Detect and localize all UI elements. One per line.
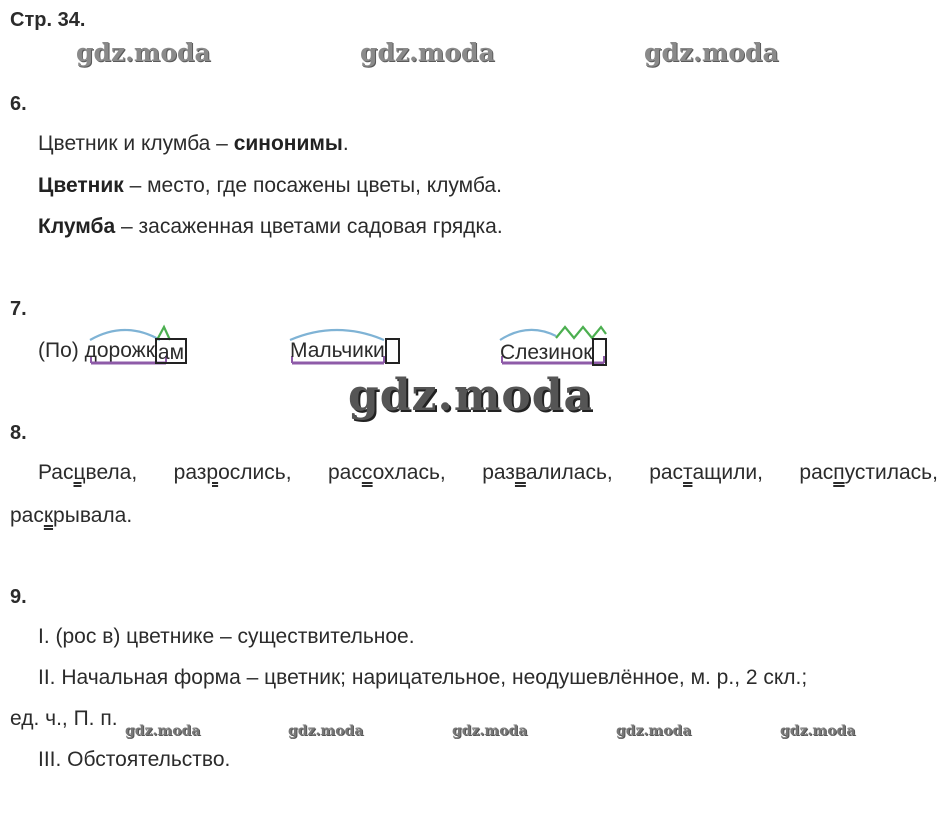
task-9-number: 9. [10,586,27,608]
task-9-line-1: I. (рос в) цветнике – существительное. [38,625,415,648]
watermark: gdz.moda [780,723,856,739]
task-7-word-3: Слезинок [500,338,607,366]
word-item: рассохлась, [327,461,446,484]
watermark: gdz.moda [452,723,528,739]
task-9-line-2: II. Начальная форма – цветник; нарицательное, неодушевлённое, м. р., 2 скл.; [38,666,808,689]
word-item: разрослись, [173,461,292,484]
watermark: gdz.moda [348,370,594,421]
task-7-word-2: Мальчики [290,338,400,364]
task-6-line-1: Цветник и клумба – синонимы. [38,132,349,155]
word-item: развалилась, [482,461,613,484]
task-6-line-2: Цветник – место, где посажены цветы, клумба. [38,174,502,197]
watermark: gdz.moda [76,38,211,67]
task-6-number: 6. [10,93,27,115]
task-9-line-4: III. Обстоятельство. [38,748,231,771]
task-7-word-1: (По) дорожк ам [38,338,187,364]
task-8-line-1 [38,460,938,486]
page-label: Стр. 34. [10,9,86,31]
word-item: Расцвела, [38,461,138,484]
zero-ending-box [592,338,607,366]
watermark: gdz.moda [288,723,364,739]
watermark: gdz.moda [616,723,692,739]
suffix-zigzag [556,327,606,338]
ending-box: ам [155,338,187,364]
task-9-line-3: ед. ч., П. п. [10,707,118,730]
word-item: распустилась, [799,461,938,484]
task-6-line-3: Клумба – засаженная цветами садовая грядка. [38,215,503,238]
watermark: gdz.moda [644,38,779,67]
watermark: gdz.moda [360,38,495,67]
zero-ending-box [385,338,400,364]
watermark: gdz.moda [125,723,201,739]
word-item: растащили, [649,461,763,484]
task-8-number: 8. [10,422,27,444]
task-7-number: 7. [10,298,27,320]
task-8-line-2: раскрывала. [10,504,133,527]
